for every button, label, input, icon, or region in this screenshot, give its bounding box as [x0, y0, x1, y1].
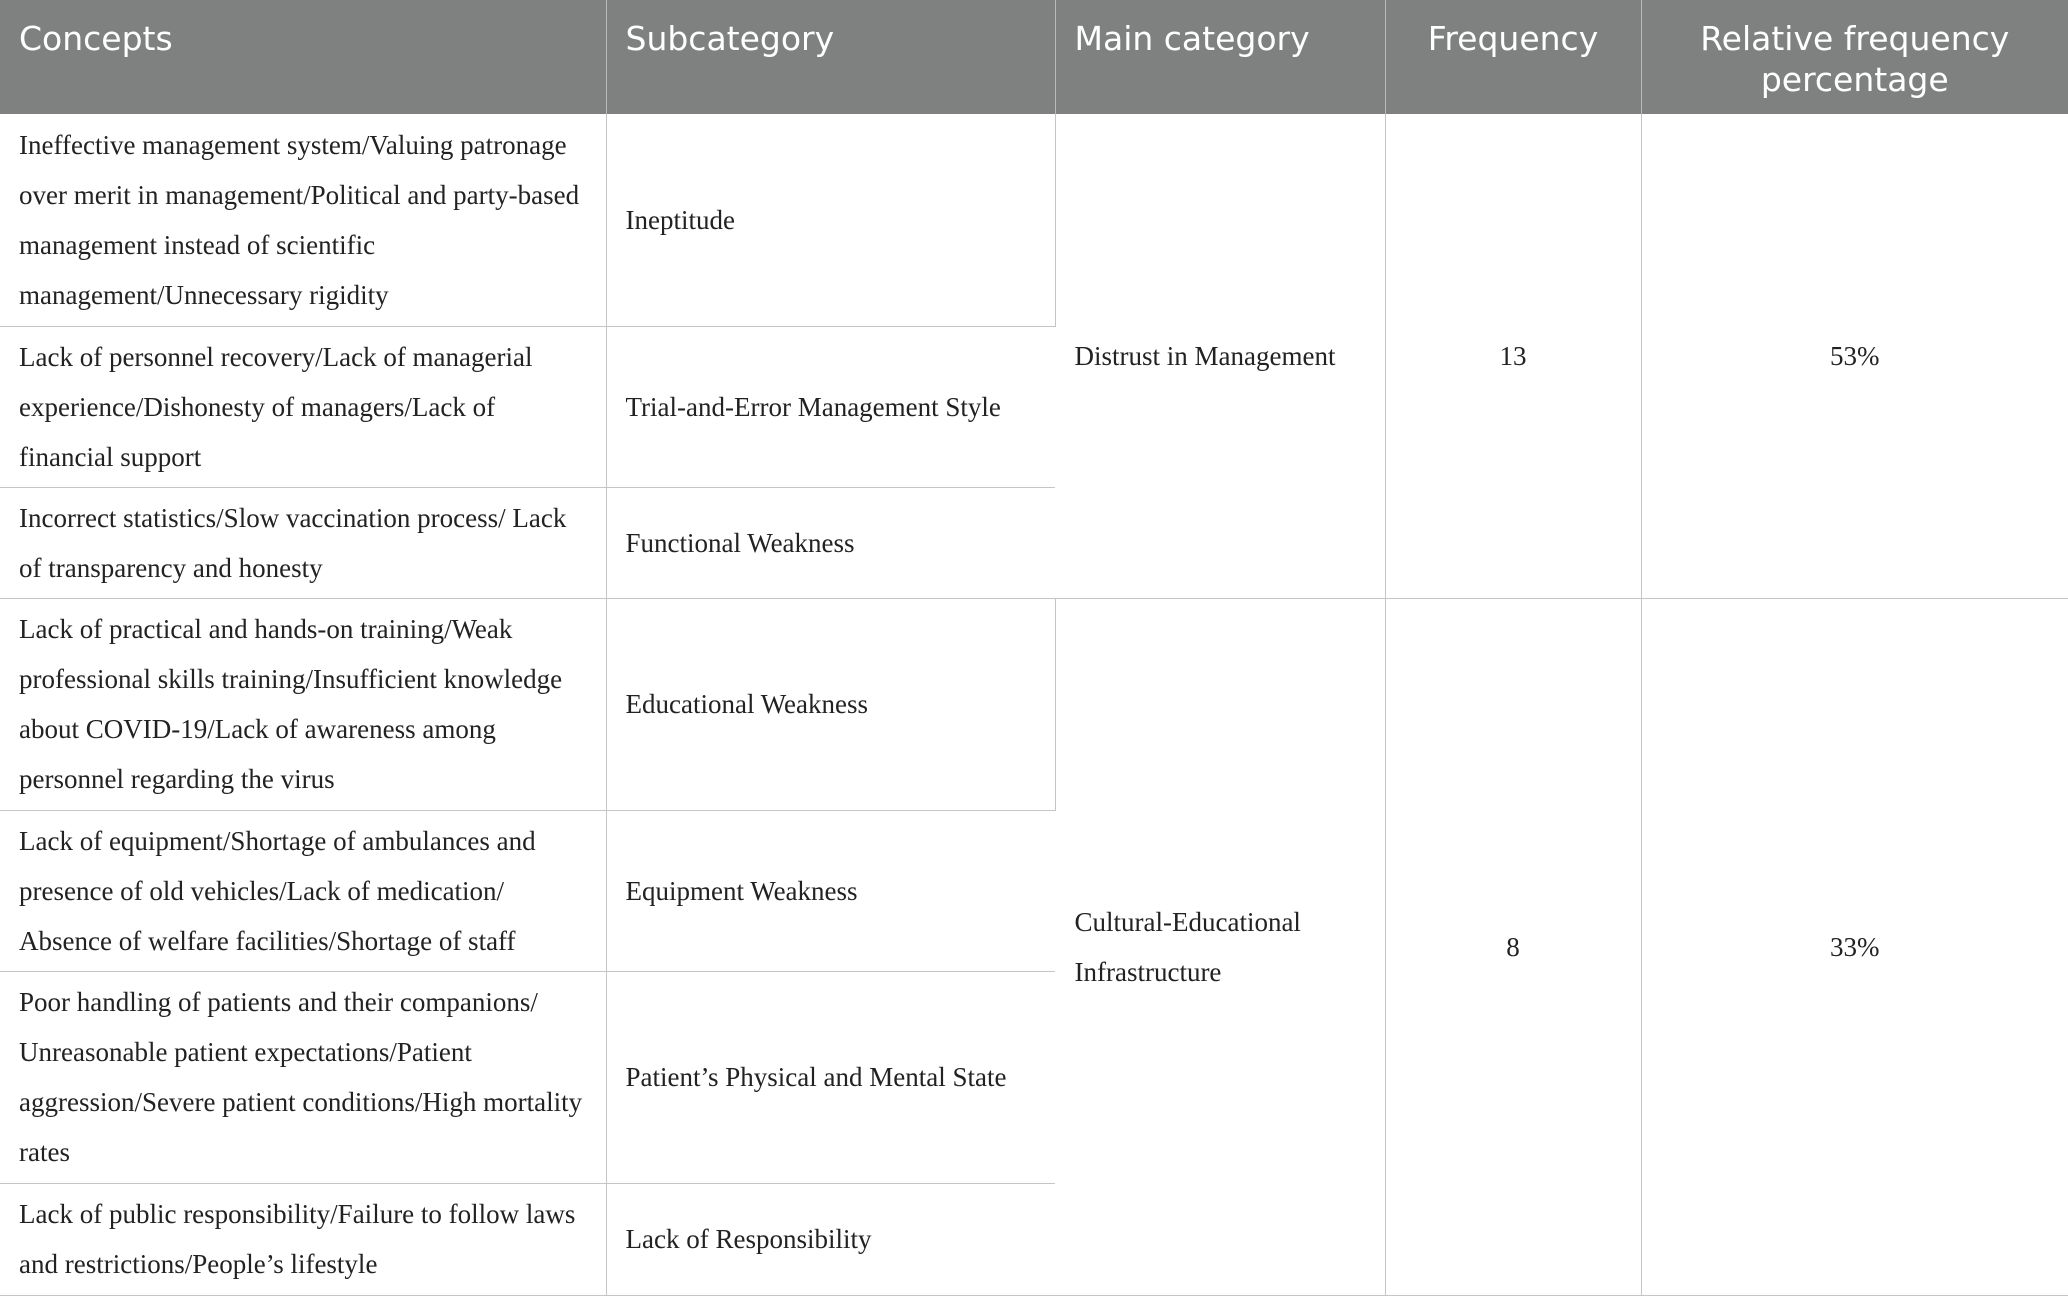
- frequency-cell: 13: [1385, 114, 1641, 598]
- concepts-cell: Ineffective management system/Valuing patronage over merit in management/Political and party-based management instead of scientific management/Unnecessary rigidity: [0, 114, 606, 326]
- concepts-cell: Poor handling of patients and their companions/ Unreasonable patient expectations/Patient aggression/Severe patient conditions/High mortality rates: [0, 971, 606, 1183]
- table-row: [0, 598, 2068, 810]
- subcategory-cell: Trial-and-Error Management Style: [606, 326, 1055, 487]
- frequency-cell: 8: [1385, 598, 1641, 1295]
- subcategory-cell: Ineptitude: [606, 114, 1055, 326]
- subcategory-cell: Equipment Weakness: [606, 810, 1055, 971]
- subcategory-cell: Functional Weakness: [606, 487, 1055, 598]
- main-category-cell: Cultural-Educational Infrastructure: [1055, 598, 1385, 1295]
- subcategory-cell: Educational Weakness: [606, 598, 1055, 810]
- header-frequency: Frequency: [1385, 0, 1641, 114]
- concepts-cell: Lack of equipment/Shortage of ambulances and presence of old vehicles/Lack of medication/ Absence of welfare facilities/Shortage of staff: [0, 810, 606, 971]
- header-relative-frequency: Relative frequency percentage: [1641, 0, 2068, 114]
- concepts-cell: Lack of public responsibility/Failure to follow laws and restrictions/People’s lifestyle: [0, 1183, 606, 1295]
- main-category-cell: Distrust in Management: [1055, 114, 1385, 598]
- table-row: [0, 114, 2068, 326]
- header-main-category: Main category: [1055, 0, 1385, 114]
- table-body: [0, 114, 2068, 1295]
- relative-frequency-cell: 53%: [1641, 114, 2068, 598]
- concepts-cell: Incorrect statistics/Slow vaccination process/ Lack of transparency and honesty: [0, 487, 606, 598]
- header-subcategory: Subcategory: [606, 0, 1055, 114]
- relative-frequency-cell: 33%: [1641, 598, 2068, 1295]
- concepts-cell: Lack of practical and hands-on training/Weak professional skills training/Insufficient knowledge about COVID-19/Lack of awareness among personnel regarding the virus: [0, 598, 606, 810]
- header-row: [0, 0, 2068, 114]
- subcategory-cell: Lack of Responsibility: [606, 1183, 1055, 1295]
- subcategory-cell: Patient’s Physical and Mental State: [606, 971, 1055, 1183]
- concepts-cell: Lack of personnel recovery/Lack of managerial experience/Dishonesty of managers/Lack of financial support: [0, 326, 606, 487]
- table-header: [0, 0, 2068, 114]
- header-concepts: Concepts: [0, 0, 606, 114]
